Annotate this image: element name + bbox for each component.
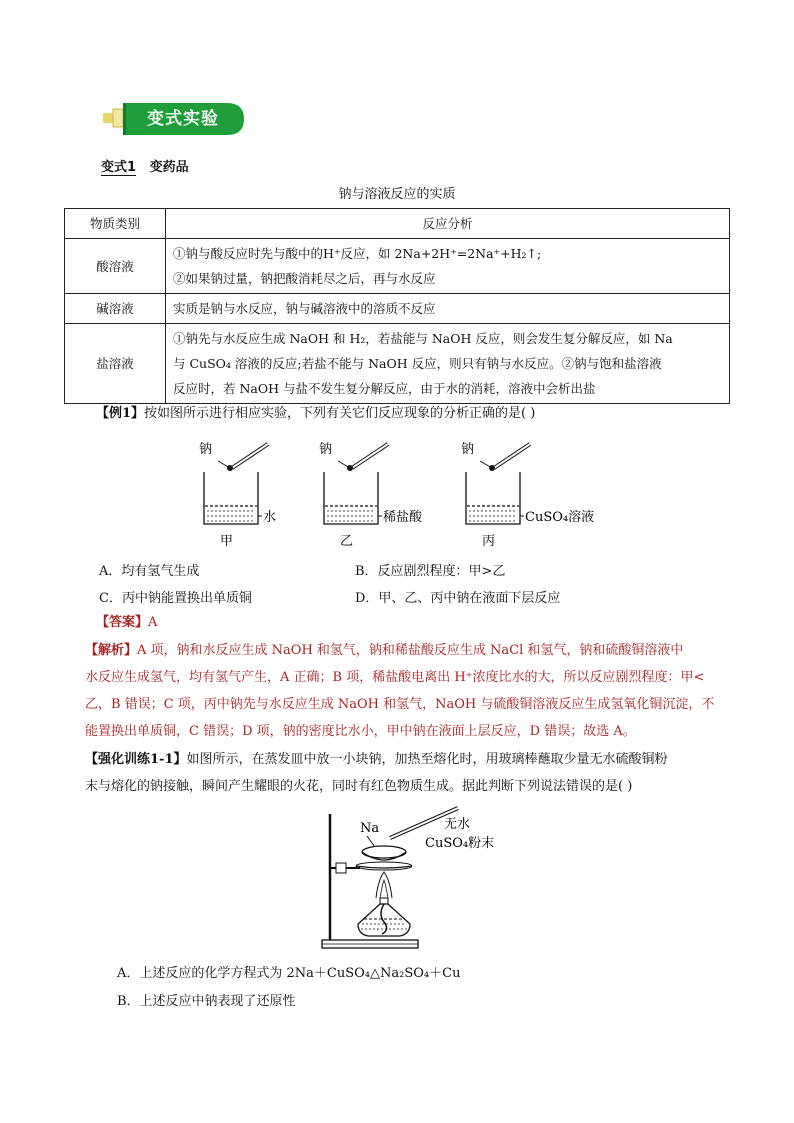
section-title: 变药品 [149, 160, 189, 175]
table-row [65, 239, 730, 294]
table-cell-analysis [166, 324, 730, 404]
beaker-right-label: 稀盐酸 [383, 510, 423, 525]
beaker-right-label: CuSO₄溶液 [525, 510, 595, 525]
option-a: A．均有氢气生成 [99, 564, 200, 579]
analysis-line: 反应时，若 NaOH 与盐不发生复分解反应，由于水的消耗，溶液中会析出盐 [173, 381, 596, 396]
table-cell-analysis [166, 239, 730, 294]
table-cell-category: 盐溶液 [65, 324, 166, 404]
option-b: B．反应剧烈程度：甲>乙 [355, 564, 506, 579]
table-header-cell: 物质类别 [65, 209, 166, 239]
answer-value: A [148, 615, 158, 630]
training-line: 末与熔化的钠接触，瞬间产生耀眼的火花，同时有红色物质生成。据此判断下列说法错误的是( ) [85, 779, 633, 794]
apparatus-figure [320, 806, 520, 954]
answer-line [96, 609, 726, 636]
banner-label: 变式实验 [147, 109, 219, 129]
table-row [65, 294, 730, 324]
analysis-line: 与 CuSO₄ 溶液的反应;若盐不能与 NaOH 反应，则只有钠与水反应。②钠与饱和盐溶液 [173, 356, 662, 371]
analysis-line: 实质是钠与水反应，钠与碱溶液中的溶质不反应 [173, 301, 436, 316]
answer-tag: 【答案】 [96, 615, 149, 630]
beaker-experiment-figure [190, 436, 620, 552]
beaker-bottom-label: 乙 [340, 534, 354, 549]
beaker-bing [461, 441, 594, 549]
training-option-a: A．上述反应的化学方程式为 2Na＋CuSO₄△Na₂SO₄＋Cu [117, 966, 461, 981]
beaker-top-label: 钠 [199, 442, 213, 457]
table-cell-category: 酸溶液 [65, 239, 166, 294]
beaker-yi [319, 441, 423, 549]
analysis-tag: 【解析】 [85, 643, 138, 658]
option-c: C．丙中钠能置换出单质铜 [99, 591, 252, 606]
training-option-b: B．上述反应中钠表现了还原性 [117, 994, 296, 1009]
section-heading [101, 156, 189, 175]
beaker-bottom-label: 丙 [482, 534, 496, 549]
analysis-line: 水反应生成氢气，均有氢气产生，A 正确；B 项，稀盐酸电离出 H⁺浓度比水的大，所以反应剧烈程度：甲< [85, 670, 705, 685]
analysis-line: 【解析】A 项，钠和水反应生成 NaOH 和氢气，钠和稀盐酸反应生成 NaCl 和氢气，钠和硫酸铜溶液中 [85, 643, 684, 658]
example-tag: 【例1】 [96, 406, 145, 421]
analysis-line: 乙，B 错误；C 项，丙中钠先与水反应生成 NaOH 和氢气，NaOH 与硫酸铜溶液反应生成氢氧化铜沉淀，不 [85, 697, 715, 712]
reaction-table [64, 208, 730, 404]
example-question [96, 400, 726, 427]
analysis-block [85, 637, 735, 745]
beaker-right-label: 水 [263, 510, 277, 525]
table-header-cell: 反应分析 [166, 209, 730, 239]
analysis-line: ①钠与酸反应时先与酸中的H⁺反应，如 2Na+2H⁺=2Na⁺+H₂↑; [173, 246, 542, 261]
training-question [85, 746, 735, 800]
analysis-line: ②如果钠过量，钠把酸消耗尽之后，再与水反应 [173, 271, 436, 286]
beaker-jia [199, 441, 276, 549]
beaker-bottom-label: 甲 [220, 534, 234, 549]
beaker-top-label: 钠 [461, 442, 475, 457]
table-header-row [65, 209, 730, 239]
label-anhydrous: 无水 [444, 817, 471, 832]
analysis-line: ①钠先与水反应生成 NaOH 和 H₂，若盐能与 NaOH 反应，则会发生复分解反应，如 Na [173, 331, 673, 346]
label-cuso4-powder: CuSO₄粉末 [425, 836, 495, 851]
beaker-top-label: 钠 [319, 442, 333, 457]
table-caption: 钠与溶液反应的实质 [338, 187, 456, 202]
table-row [65, 324, 730, 404]
label-na: Na [360, 821, 380, 836]
table-cell-analysis [166, 294, 730, 324]
example-question-text: 按如图所示进行相应实验，下列有关它们反应现象的分析正确的是( ) [144, 406, 536, 421]
training-line: 【强化训练1-1】如图所示，在蒸发皿中放一小块钠，加热至熔化时，用玻璃棒蘸取少量无水硫酸铜粉 [85, 752, 668, 767]
section-number: 变式1 [101, 160, 137, 175]
training-tag: 【强化训练1-1】 [85, 752, 187, 767]
analysis-line: 能置换出单质铜，C 错误；D 项，钠的密度比水小，甲中钠在液面上层反应，D 错误；故选 A。 [85, 724, 636, 739]
table-cell-category: 碱溶液 [65, 294, 166, 324]
option-d: D．甲、乙、丙中钠在液面下层反应 [355, 591, 561, 606]
